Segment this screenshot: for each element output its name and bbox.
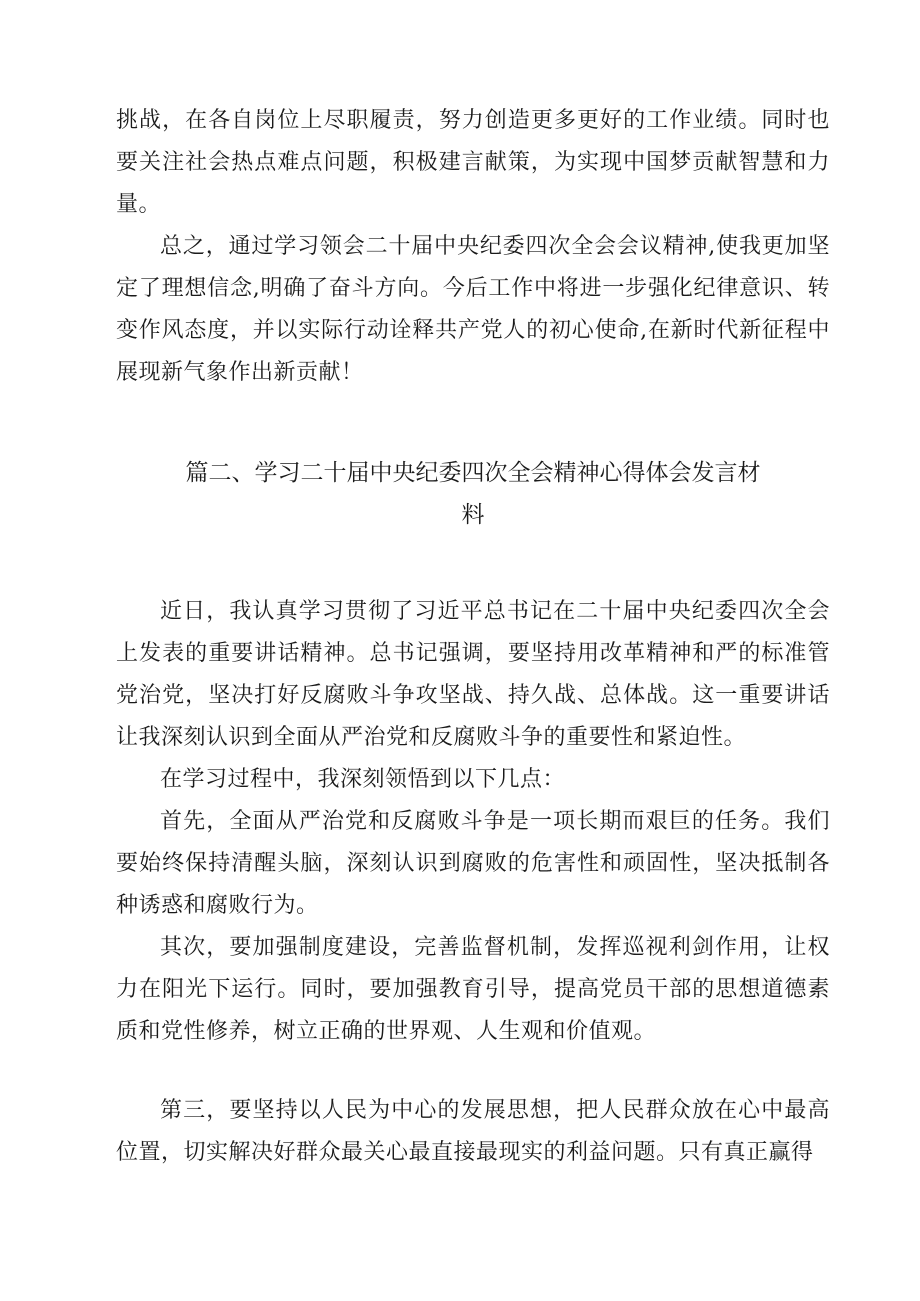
paragraph-first-point: 首先，全面从严治党和反腐败斗争是一项长期而艰巨的任务。我们要始终保持清醒头脑，深刻认识到腐败的危害性和顽固性，坚决抵制各种诱惑和腐败行为。 xyxy=(116,809,830,918)
paragraph-points-intro: 在学习过程中，我深刻领悟到以下几点： xyxy=(160,767,566,792)
section-1-text xyxy=(116,100,830,394)
section-heading xyxy=(116,452,830,536)
paragraph-intro: 近日，我认真学习贯彻了习近平总书记在二十届中央纪委四次全会上发表的重要讲话精神。总书记强调，要坚持用改革精神和严的标准管党治党，坚决打好反腐败斗争攻坚战、持久战、总体战。这一重要讲话让我深刻认识到全面从严治党和反腐败斗争的重要性和紧迫性。 xyxy=(116,599,830,750)
paragraph-third-point: 第三，要坚持以人民为中心的发展思想，把人民群众放在心中最高位置，切实解决好群众最关心最直接最现实的利益问题。只有真正赢得 xyxy=(116,1098,830,1165)
section-3-text xyxy=(116,1090,830,1174)
paragraph-second-point: 其次，要加强制度建设，完善监督机制，发挥巡视利剑作用，让权力在阳光下运行。同时，要加强教育引导，提高党员干部的思想道德素质和党性修养，树立正确的世界观、人生观和价值观。 xyxy=(116,935,830,1044)
heading-line-2: 料 xyxy=(461,502,485,528)
section-2-text xyxy=(116,591,830,1053)
paragraph-conclusion: 总之，通过学习领会二十届中央纪委四次全会会议精神,使我更加坚定了理想信念,明确了奋斗方向。今后工作中将进一步强化纪律意识、转变作风态度，并以实际行动诠释共产党人的初心使命,在新时代新征程中展现新气象作出新贡献！ xyxy=(116,234,830,385)
paragraph-continued: 挑战，在各自岗位上尽职履责，努力创造更多更好的工作业绩。同时也要关注社会热点难点问题，积极建言献策，为实现中国梦贡献智慧和力量。 xyxy=(116,108,830,217)
heading-line-1: 篇二、学习二十届中央纪委四次全会精神心得体会发言材 xyxy=(185,460,761,486)
